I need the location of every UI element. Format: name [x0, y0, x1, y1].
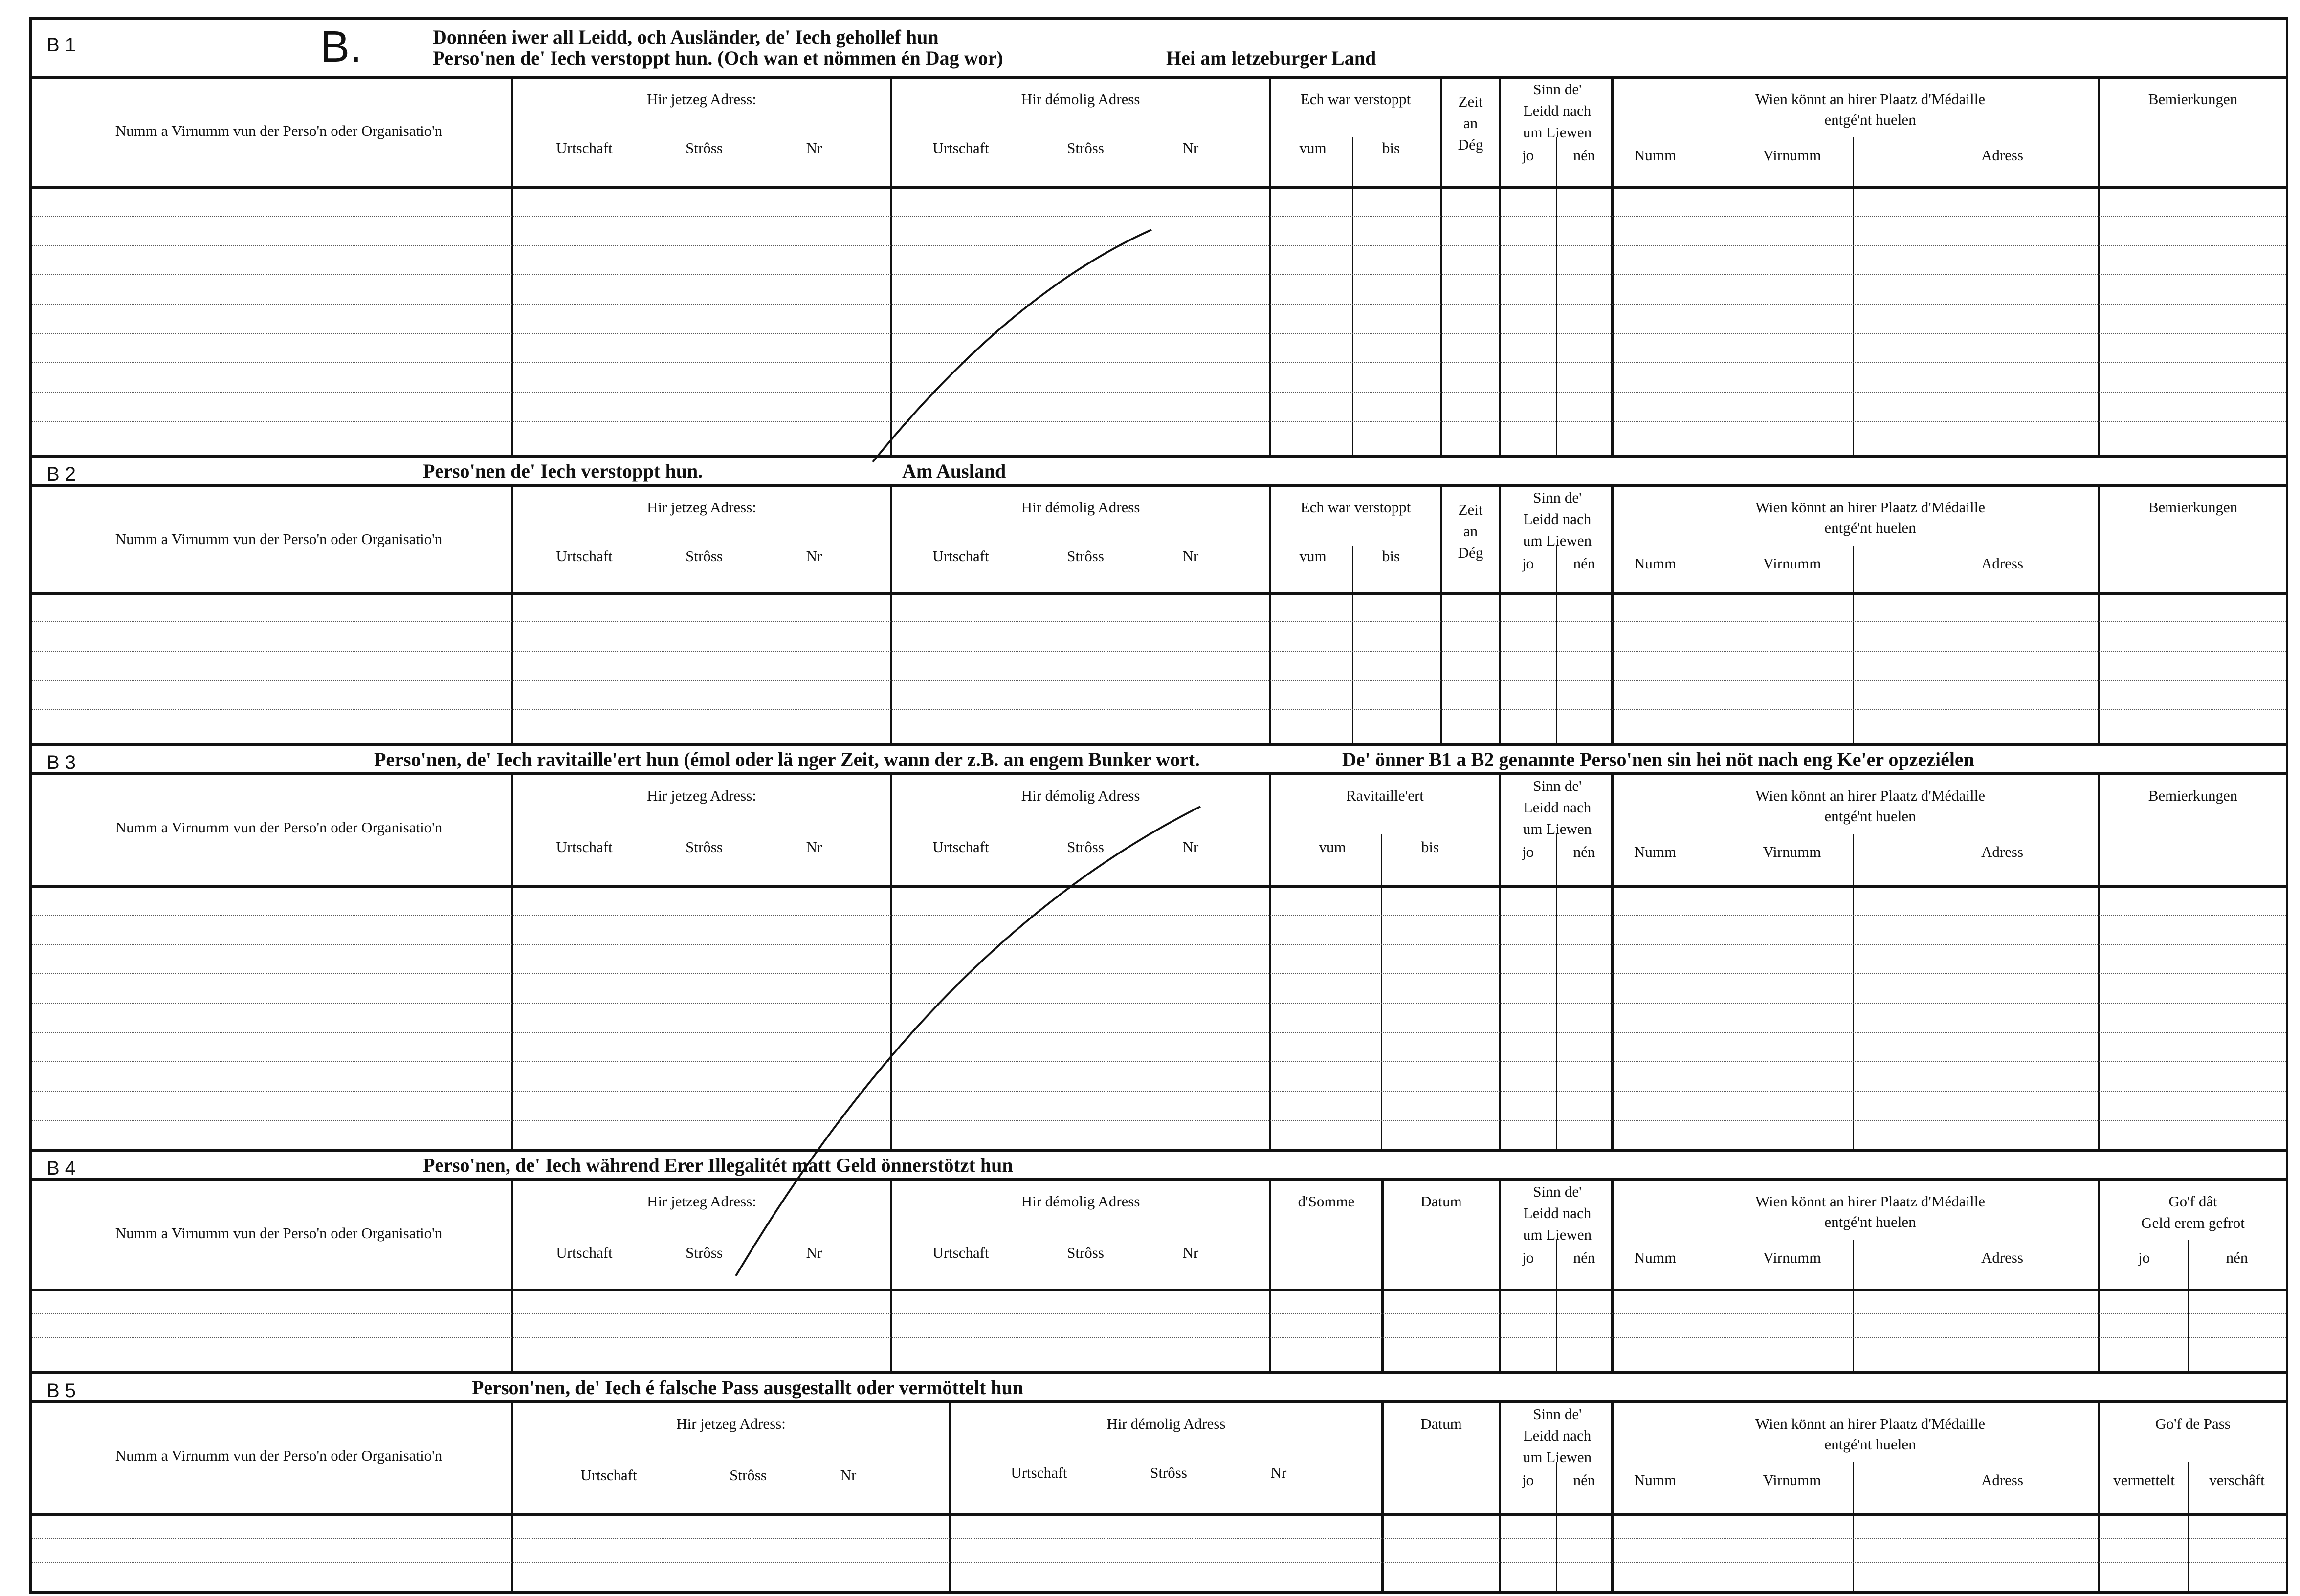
col-former-address-label: Hir démolig Adress: [1021, 90, 1140, 108]
col-days-label-3: Dég: [1458, 136, 1483, 153]
col-nr-label: Nr: [806, 1244, 822, 1261]
col-from-label: vum: [1319, 838, 1346, 855]
col-to-label: bis: [1421, 838, 1439, 855]
col-alive-label-3: um Liewen: [1523, 1226, 1592, 1243]
col-firstname-label: Virnumm: [1763, 1249, 1821, 1266]
col-name-label: Numm a Virnumm vun der Perso'n oder Organisatio'n: [115, 530, 442, 547]
col-street-label: Strôss: [686, 1244, 723, 1261]
col-medal-label-2: entgé'nt huelen: [1824, 111, 1916, 128]
col-date-label: Datum: [1420, 1193, 1462, 1210]
col-date-label: Datum: [1420, 1415, 1462, 1432]
col-firstname-label: Virnumm: [1763, 555, 1821, 572]
col-medal-label-2: entgé'nt huelen: [1824, 519, 1916, 536]
col-street-label: Strôss: [686, 139, 723, 156]
col-town-label: Urtschaft: [932, 139, 989, 156]
col-medal-label-2: entgé'nt huelen: [1824, 1436, 1916, 1453]
col-firstname-label: Virnumm: [1763, 1471, 1821, 1488]
col-former-address-label: Hir démolig Adress: [1021, 1193, 1140, 1210]
col-former-address-label: Hir démolig Adress: [1106, 1415, 1226, 1432]
col-alive-label-3: um Liewen: [1523, 820, 1592, 837]
col-surname-label: Numm: [1634, 1249, 1677, 1266]
col-nr-label: Nr: [806, 838, 822, 855]
section-b2: [32, 455, 2286, 743]
col-remarks-label: Bemierkungen: [2148, 499, 2238, 516]
col-no-label: nén: [1573, 1249, 1595, 1266]
col-address-label: Adress: [1981, 843, 2024, 860]
col-alive-label: Sinn de': [1533, 777, 1582, 794]
col-surname-label: Numm: [1634, 1471, 1677, 1488]
section-b3: [32, 743, 2286, 1149]
col-days-label-2: an: [1463, 523, 1478, 540]
col-surname-label: Numm: [1634, 555, 1677, 572]
col-alive-label-2: Leidd nach: [1523, 1427, 1592, 1444]
section-note: De' önner B1 a B2 genannte Perso'nen sin hei nöt nach eng Ke'er opzeziélen: [1342, 748, 1974, 770]
col-current-address-label: Hir jetzeg Adress:: [647, 90, 756, 108]
section-code: B 3: [46, 752, 76, 773]
col-address-label: Adress: [1981, 1249, 2024, 1266]
col-nr-label: Nr: [806, 139, 822, 156]
col-nr-label: Nr: [840, 1466, 857, 1484]
section-title: Donnéen iwer all Leidd, och Ausländer, de' Iech gehollef hun: [433, 26, 939, 48]
col-remarks-label: Bemierkungen: [2148, 90, 2238, 108]
col-current-address-label: Hir jetzeg Adress:: [647, 787, 756, 804]
col-no-label: nén: [1573, 147, 1595, 164]
col-medal-label-2: entgé'nt huelen: [1824, 1213, 1916, 1230]
col-current-address-label: Hir jetzeg Adress:: [676, 1415, 786, 1432]
col-hidden-label: Ech war verstoppt: [1300, 499, 1411, 516]
col-firstname-label: Virnumm: [1763, 147, 1821, 164]
col-town-label: Urtschaft: [1011, 1464, 1067, 1481]
col-alive-label-3: um Liewen: [1523, 1448, 1592, 1465]
col-nr-label: Nr: [806, 547, 822, 565]
col-surname-label: Numm: [1634, 147, 1677, 164]
form-letter: B.: [320, 22, 362, 71]
form-b: [29, 17, 2288, 1594]
b2-entry-rows: [32, 592, 2286, 743]
section-b1: [32, 20, 2286, 455]
col-street-label: Strôss: [686, 838, 723, 855]
col-street-label: Strôss: [1067, 547, 1104, 565]
col-town-label: Urtschaft: [556, 838, 613, 855]
col-alive-label-2: Leidd nach: [1523, 510, 1592, 527]
col-current-address-label: Hir jetzeg Adress:: [647, 499, 756, 516]
col-nr-label: Nr: [1182, 838, 1199, 855]
col-medal-label: Wien könnt an hirer Plaatz d'Médaille: [1755, 1415, 1986, 1432]
col-money-returned-label-2: Geld erem gefrot: [2141, 1214, 2245, 1231]
b1-entry-rows: [32, 186, 2286, 455]
col-address-label: Adress: [1981, 147, 2024, 164]
col-nr-label: Nr: [1182, 547, 1199, 565]
col-yes-label: jo: [1522, 1249, 1534, 1266]
col-alive-label-2: Leidd nach: [1523, 799, 1592, 816]
col-town-label: Urtschaft: [932, 838, 989, 855]
col-from-label: vum: [1299, 139, 1327, 156]
section-title: Person'nen, de' Iech é falsche Pass ausgestallt oder vermöttelt hun: [472, 1377, 1024, 1399]
col-nr-label: Nr: [1182, 1244, 1199, 1261]
section-subtitle: Perso'nen de' Iech verstoppt hun. (Och wan et nömmen én Dag wor): [433, 47, 1003, 69]
b4-entry-rows: [32, 1289, 2286, 1371]
col-money-returned-label: Go'f dât: [2168, 1193, 2217, 1210]
col-yes-label: jo: [2138, 1249, 2150, 1266]
col-alive-label: Sinn de': [1533, 1405, 1582, 1422]
col-medal-label: Wien könnt an hirer Plaatz d'Médaille: [1755, 90, 1986, 108]
col-days-label: Zeit: [1458, 93, 1483, 110]
col-yes-label: jo: [1522, 1471, 1534, 1488]
col-nr-label: Nr: [1270, 1464, 1287, 1481]
section-code: B 4: [46, 1158, 76, 1179]
col-alive-label-3: um Liewen: [1523, 124, 1592, 141]
col-yes-label: jo: [1522, 147, 1534, 164]
col-no-label: nén: [1573, 843, 1595, 860]
col-street-label: Strôss: [686, 547, 723, 565]
b4-header-row: [32, 1178, 2286, 1291]
col-medal-label: Wien könnt an hirer Plaatz d'Médaille: [1755, 1193, 1986, 1210]
col-days-label-3: Dég: [1458, 544, 1483, 561]
section-title: Perso'nen de' Iech verstoppt hun.: [423, 460, 703, 482]
col-alive-label: Sinn de': [1533, 489, 1582, 506]
col-alive-label-2: Leidd nach: [1523, 102, 1592, 119]
col-street-label: Strôss: [1150, 1464, 1187, 1481]
col-town-label: Urtschaft: [556, 1244, 613, 1261]
col-yes-label: jo: [1522, 843, 1534, 860]
col-address-label: Adress: [1981, 555, 2024, 572]
col-no-label: nén: [2226, 1249, 2248, 1266]
col-days-label-2: an: [1463, 114, 1478, 131]
section-location: Am Ausland: [902, 460, 1006, 482]
col-street-label: Strôss: [1067, 1244, 1104, 1261]
section-b4: [32, 1149, 2286, 1371]
col-address-label: Adress: [1981, 1471, 2024, 1488]
col-town-label: Urtschaft: [556, 139, 613, 156]
col-current-address-label: Hir jetzeg Adress:: [647, 1193, 756, 1210]
col-passport-label: Go'f de Pass: [2155, 1415, 2231, 1432]
col-street-label: Strôss: [1067, 139, 1104, 156]
b3-entry-rows: [32, 885, 2286, 1149]
col-remarks-label: Bemierkungen: [2148, 787, 2238, 804]
section-code: B 2: [46, 463, 76, 485]
col-surname-label: Numm: [1634, 843, 1677, 860]
b5-header-row: [32, 1400, 2286, 1516]
section-b5: [32, 1371, 2286, 1591]
col-medal-label: Wien könnt an hirer Plaatz d'Médaille: [1755, 787, 1986, 804]
col-street-label: Strôss: [730, 1466, 767, 1484]
col-name-label: Numm a Virnumm vun der Perso'n oder Organisatio'n: [115, 819, 442, 836]
col-town-label: Urtschaft: [580, 1466, 637, 1484]
b1-header-row: [32, 76, 2286, 189]
col-alive-label: Sinn de': [1533, 1183, 1582, 1200]
col-sum-label: d'Somme: [1298, 1193, 1355, 1210]
section-location: Hei am letzeburger Land: [1166, 47, 1376, 69]
col-yes-label: jo: [1522, 555, 1534, 572]
b3-header-row: [32, 772, 2286, 888]
col-mediated-label: vermettelt: [2113, 1471, 2175, 1488]
col-name-label: Numm a Virnumm vun der Perso'n oder Organisatio'n: [115, 1447, 442, 1464]
col-town-label: Urtschaft: [932, 547, 989, 565]
col-medal-label: Wien könnt an hirer Plaatz d'Médaille: [1755, 499, 1986, 516]
col-street-label: Strôss: [1067, 838, 1104, 855]
section-title: Perso'nen, de' Iech während Erer Illegalitét matt Geld önnerstötzt hun: [423, 1154, 1013, 1176]
col-firstname-label: Virnumm: [1763, 843, 1821, 860]
col-name-label: Numm a Virnumm vun der Perso'n oder Organisatio'n: [115, 122, 442, 139]
col-alive-label-3: um Liewen: [1523, 532, 1592, 549]
col-medal-label-2: entgé'nt huelen: [1824, 808, 1916, 825]
b2-header-row: [32, 484, 2286, 595]
section-code: B 5: [46, 1380, 76, 1401]
col-name-label: Numm a Virnumm vun der Perso'n oder Organisatio'n: [115, 1224, 442, 1242]
b5-entry-rows: [32, 1513, 2286, 1591]
col-alive-label-2: Leidd nach: [1523, 1204, 1592, 1222]
col-to-label: bis: [1382, 139, 1400, 156]
section-code: B 1: [46, 34, 76, 56]
col-town-label: Urtschaft: [556, 547, 613, 565]
col-days-label: Zeit: [1458, 501, 1483, 518]
col-to-label: bis: [1382, 547, 1400, 565]
col-town-label: Urtschaft: [932, 1244, 989, 1261]
col-hidden-label: Ech war verstoppt: [1300, 90, 1411, 108]
col-nr-label: Nr: [1182, 139, 1199, 156]
col-no-label: nén: [1573, 555, 1595, 572]
col-alive-label: Sinn de': [1533, 81, 1582, 98]
col-former-address-label: Hir démolig Adress: [1021, 787, 1140, 804]
section-title: Perso'nen, de' Iech ravitaille'ert hun (émol oder lä nger Zeit, wann der z.B. an engem Bunker wort.: [374, 748, 1200, 770]
col-procured-label: verschâft: [2209, 1471, 2265, 1488]
col-former-address-label: Hir démolig Adress: [1021, 499, 1140, 516]
col-from-label: vum: [1299, 547, 1327, 565]
col-no-label: nén: [1573, 1471, 1595, 1488]
col-supplied-label: Ravitaille'ert: [1346, 787, 1424, 804]
